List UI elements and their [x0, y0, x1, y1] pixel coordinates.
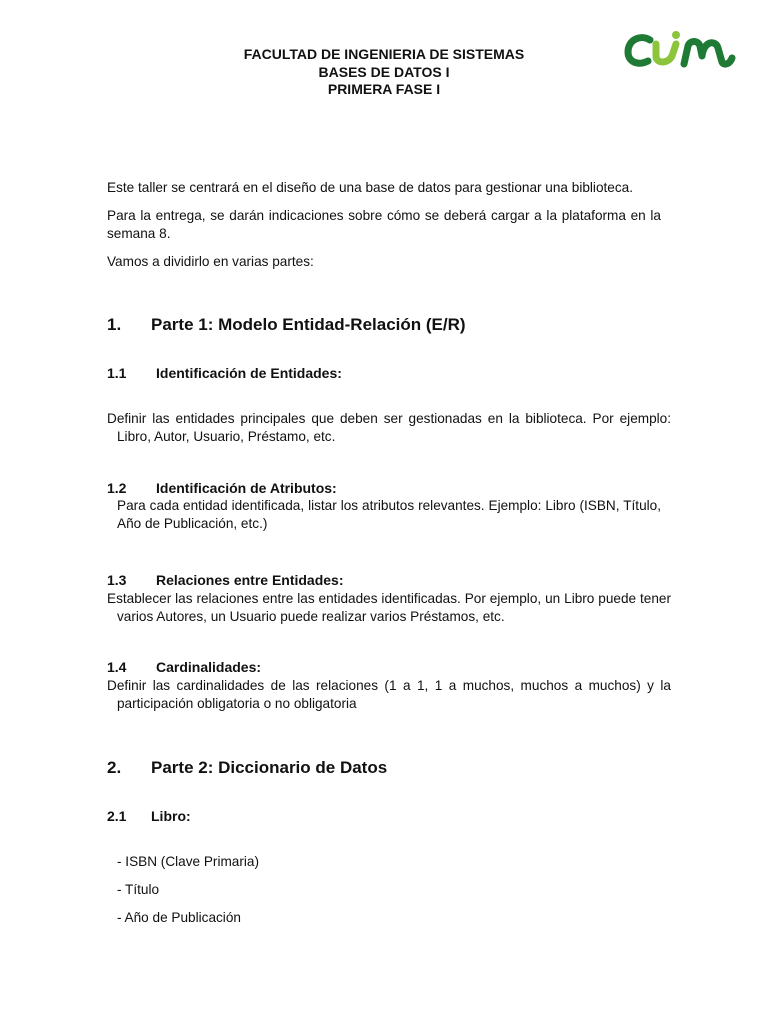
section-1-4-number: 1.4 [107, 659, 127, 675]
section-1-3-body: Establecer las relaciones entre las entidades identificadas. Por ejemplo, un Libro puede tener varios Autores, un Usuario puede realizar varios Préstamos, etc. [107, 591, 671, 624]
section-1-4-title: Cardinalidades: [156, 659, 262, 675]
section-1-1-heading [107, 365, 342, 381]
section-1-4-heading [107, 659, 261, 675]
section-1-2-heading [107, 480, 337, 496]
section-1-4-body: Definir las cardinalidades de las relaciones (1 a 1, 1 a muchos, muchos a muchos) y la participación obligatoria o no obligatoria [107, 678, 671, 711]
section-2-1-number: 2.1 [107, 808, 127, 824]
course-title: BASES DE DATOS I [318, 63, 450, 80]
list-item-titulo: - Título [117, 882, 160, 897]
part1-title: Parte 1: Modelo Entidad-Relación (E/R) [151, 315, 466, 334]
section-1-2-body: Para cada entidad identificada, listar los atributos relevantes. Ejemplo: Libro (ISBN, Título, Año de Publicación, etc.) [117, 498, 661, 531]
section-1-3-number: 1.3 [107, 572, 127, 588]
section-1-2-number: 1.2 [107, 480, 127, 496]
intro-paragraph-3: Vamos a dividirlo en varias partes: [107, 254, 314, 269]
section-2-1-heading [107, 808, 191, 824]
list-item-ano: - Año de Publicación [117, 910, 241, 925]
part2-title: Parte 2: Diccionario de Datos [151, 758, 388, 777]
part2-number: 2. [107, 758, 122, 777]
section-1-1-title: Identificación de Entidades: [156, 365, 342, 381]
intro-paragraph-2: Para la entrega, se darán indicaciones sobre cómo se deberá cargar a la plataforma en la semana 8. [107, 208, 661, 241]
part1-heading [107, 315, 466, 335]
section-1-1-body: Definir las entidades principales que deben ser gestionadas en la biblioteca. Por ejemplo: Libro, Autor, Usuario, Préstamo, etc. [107, 411, 671, 444]
section-1-3-title: Relaciones entre Entidades: [156, 572, 344, 588]
section-1-1-number: 1.1 [107, 365, 127, 381]
section-1-2-title: Identificación de Atributos: [156, 480, 337, 496]
intro-paragraph-1: Este taller se centrará en el diseño de una base de datos para gestionar una biblioteca. [107, 180, 633, 195]
phase-title: PRIMERA FASE I [327, 81, 441, 97]
cun-logo [624, 28, 736, 72]
faculty-title: FACULTAD DE INGENIERIA DE SISTEMAS [243, 46, 525, 62]
part2-heading [107, 758, 387, 778]
part1-number: 1. [107, 315, 122, 334]
list-item-isbn: - ISBN (Clave Primaria) [117, 854, 259, 869]
section-1-3-heading [107, 572, 344, 588]
section-2-1-title: Libro: [151, 808, 191, 824]
